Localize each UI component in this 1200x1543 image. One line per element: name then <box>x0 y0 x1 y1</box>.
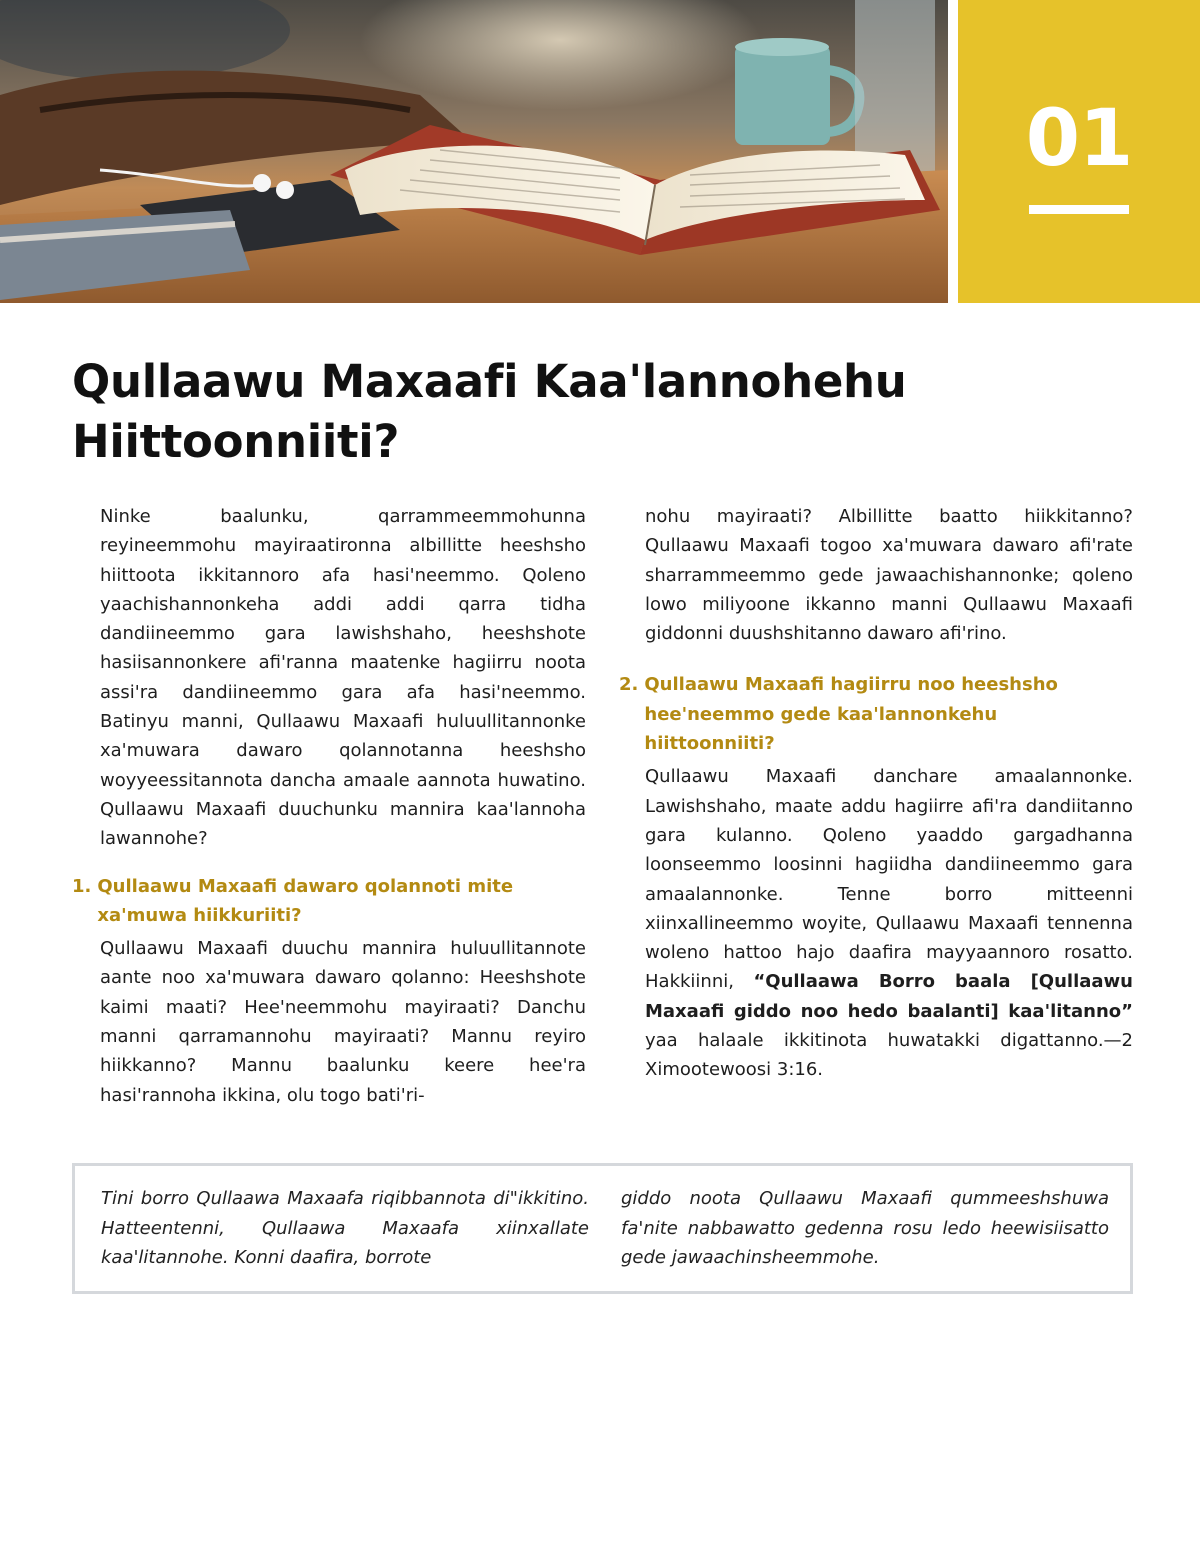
chapter-number-underline <box>1029 205 1129 214</box>
answer-text: Qullaawu Maxaafi danchare amaalannonke. Lawishshaho, maate addu hagiirre afi'ra dandiitanno gara kulanno. Qoleno yaaddo gargadhanna loonseemmo loosinni hagiidha dandiineemmo gara amaalannonke. Tenne borro mitteenni xiinxallineemmo woyite, Qullaawu Maxaafi tennenna woleno hattoo hajo daafira mayyaannoro rosatto. Hakkiinni, <box>645 766 1133 993</box>
answer-paragraph-1-part-b: nohu mayiraati? Albillitte baatto hiikkitanno? Qullaawu Maxaafi togoo xa'muwara dawaro afi'rate sharrammeemmo gede jawaachishannonke; qoleno lowo miliyoone ikkanno manni Qullaawu Maxaafi giddonni duushshitanno dawaro afi'rino. <box>645 506 1133 645</box>
answer-text-end: yaa halaale ikkitinota huwatakki digattanno.—2 Ximootewoosi 3:16. <box>645 1030 1133 1081</box>
open-bible-on-table-image <box>0 0 948 303</box>
question-heading-2 <box>619 670 1133 758</box>
note-text-right: giddo noota Qullaawu Maxaafi qummeeshshuwa fa'nite nabbawatto gedenna rosu ledo heewisiisatto gede jawaachinsheemmohe. <box>621 1188 1109 1268</box>
right-column <box>619 502 1133 1085</box>
question-text: Qullaawu Maxaafi dawaro qolannoti mite xa'muwa hiikkuriiti? <box>97 875 514 926</box>
note-text-left: Tini borro Qullaawa Maxaafa riqibbannota di"ikkitino. Hatteentenni, Qullaawa Maxaafa xiinxallate kaa'litannohe. Konni daafira, borrote <box>101 1188 589 1268</box>
left-column <box>72 502 586 1110</box>
chapter-number: 01 <box>1025 94 1133 184</box>
answer-paragraph-1-part-a: Qullaawu Maxaafi duuchu mannira huluullitannote aante noo xa'muwara dawaro qolanno: Heeshshote kaimi maati? Hee'neemmohu mayiraati? Danchu manni qarramannohu mayiraati? Mannu reyiro hiikkanno? Mannu baalunku keere hee'ra hasi'rannoha ikkina, olu togo bati'ri- <box>100 938 586 1106</box>
header-photo <box>0 0 948 303</box>
chapter-number-tab <box>958 0 1200 303</box>
question-number: 1. <box>72 875 92 897</box>
page-title: Qullaawu Maxaafi Kaa'lannohehu Hiittoonniiti? <box>72 355 907 468</box>
note-box <box>72 1163 1133 1294</box>
scripture-quote: “Qullaawa Borro baala [Qullaawu Maxaafi giddo noo hedo baalanti] kaa'litanno” <box>645 971 1133 1022</box>
question-heading-1 <box>72 872 586 931</box>
question-number: 2. <box>619 674 639 696</box>
answer-paragraph-2 <box>645 762 1133 1084</box>
question-text: Qullaawu Maxaafi hagiirru noo heeshsho hee'neemmo gede kaa'lannonkehu hiittoonniiti? <box>644 674 1058 755</box>
intro-paragraph: Ninke baalunku, qarrammeemmohunna reyineemmohu mayiraatironna albillitte heeshsho hiittoota ikkitannoro afa hasi'neemmo. Qoleno yaachishannonkeha addi addi qarra tidha dandiineemmo gara lawishshaho, heeshshote hasiisannonkere afi'ranna maatenke hagiirru noota assi'ra dandiineemmo gara afa hasi'neemmo. Batinyu manni, Qullaawu Maxaafi huluullitannonke xa'muwara dawaro qolannotanna heeshsho woyyeessitannota dancha amaale aannota huwatino. Qullaawu Maxaafi duuchunku mannira kaa'lannoha lawannohe? <box>100 506 586 850</box>
